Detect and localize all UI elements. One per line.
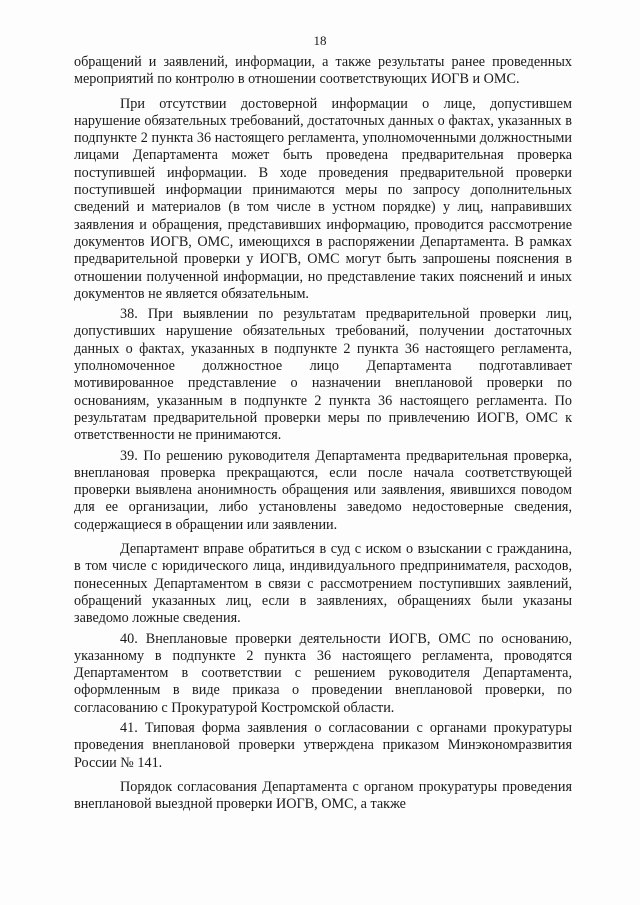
page-number: 18 — [313, 33, 327, 48]
paragraph-preliminary-check: При отсутствии достоверной информации о лице, допустившем нарушение обязательных требований, достаточных данных о фактах, указанных в подпункте 2 пункта 36 настоящего регламента, уполномоченными должностными лицами Департамента может быть проведена предварительная проверка поступившей информации. В ходе проведения предварительной проверки поступившей информации принимаются меры по запросу дополнительных сведений и материалов (в том числе в устном порядке) у лиц, направивших заявления и обращения, представивших информацию, проводится рассмотрение документов ИОГВ, ОМС, имеющихся в распоряжении Департамента. В рамках предварительной проверки у ИОГВ, ОМС могут быть запрошены пояснения в отношении полученной информации, но представление таких пояснений и иных документов не является обязательным. — [74, 95, 572, 302]
paragraph-item-39: 39. По решению руководителя Департамента предварительная проверка, внеплановая проверка прекращаются, если после начала соответствующей проверки выявлена анонимность обращения или заявления, явившихся поводом для ее организации, либо установлены заведомо недостоверные сведения, содержащиеся в обращении или заявлении. — [74, 447, 572, 533]
paragraph-item-40: 40. Внеплановые проверки деятельности ИОГВ, ОМС по основанию, указанному в подпункте 2 пункта 36 настоящего регламента, проводятся Департаментом в соответствии с решением руководителя Департамента, оформленным в виде приказа о проведении внеплановой проверки, по согласованию с Прокуратурой Костромской области. — [74, 630, 572, 716]
paragraph-continuation: обращений и заявлений, информации, а также результаты ранее проведенных мероприятий по контролю в отношении соответствующих ИОГВ и ОМС. — [74, 54, 572, 88]
paragraph-approval-procedure: Порядок согласования Департамента с органом прокуратуры проведения внеплановой выездной проверки ИОГВ, ОМС, а также — [74, 778, 572, 813]
paragraph-court-claim: Департамент вправе обратиться в суд с иском о взыскании с гражданина, в том числе с юридического лица, индивидуального предпринимателя, расходов, понесенных Департаментом в связи с рассмотрением поступивших заявлений, обращений указанных лиц, если в заявлениях, обращениях были указаны заведомо ложные сведения. — [74, 541, 572, 627]
paragraph-item-41: 41. Типовая форма заявления о согласовании с органами прокуратуры проведения внеплановой проверки утверждена приказом Минэкономразвития России № 141. — [74, 719, 572, 771]
document-body — [74, 54, 572, 813]
paragraph-item-38: 38. При выявлении по результатам предварительной проверки лиц, допустивших нарушение обязательных требований, получении достаточных данных о фактах, указанных в подпункте 2 пункта 36 настоящего регламента, уполномоченное должностное лицо Департамента подготавливает мотивированное представление о назначении внеплановой проверки по основаниям, указанным в подпункте 2 пункта 36 настоящего регламента. По результатам предварительной проверки меры по привлечению ИОГВ, ОМС к ответственности не принимаются. — [74, 306, 572, 444]
